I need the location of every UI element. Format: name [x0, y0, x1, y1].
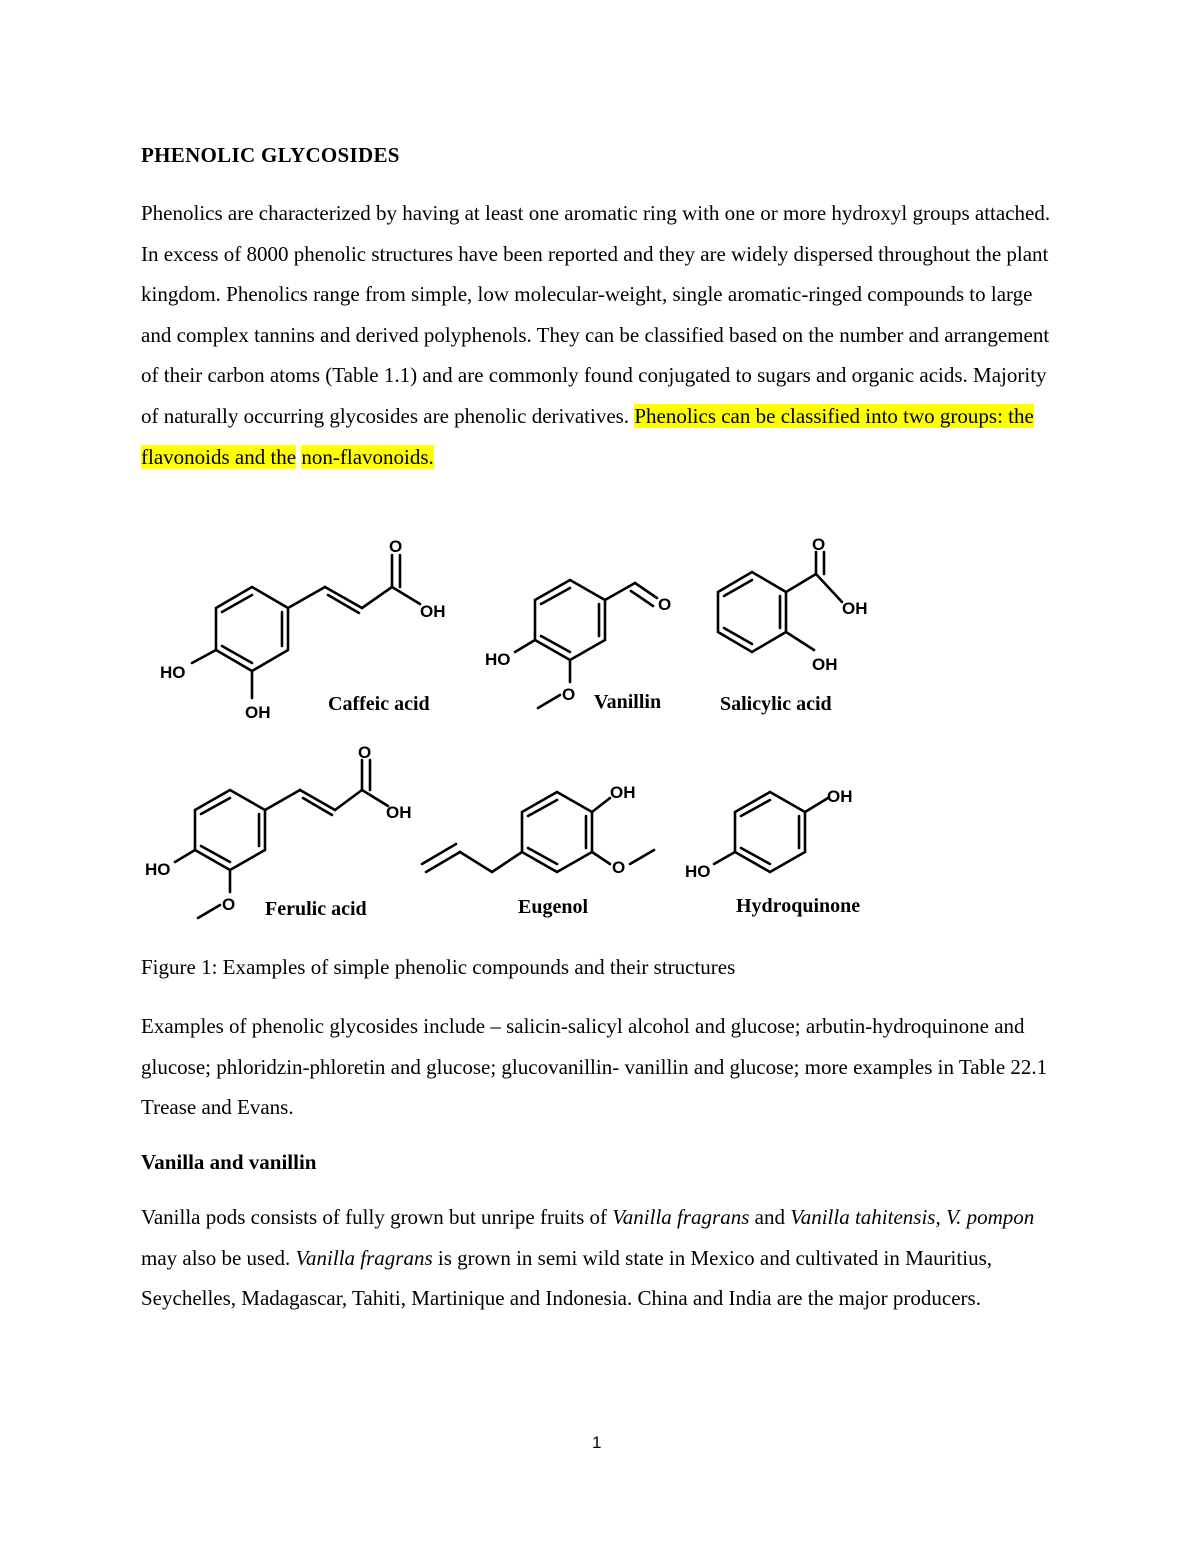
- highlighted-text: Phenolics can be classified into two groups: the flavonoids and the: [141, 403, 1034, 469]
- ferulic-acid-structure: [145, 743, 412, 920]
- vanilla-text-1: Vanilla pods consists of fully grown but unripe fruits of: [141, 1205, 613, 1229]
- vanillin-ho-label: HO: [485, 650, 511, 669]
- ferulic-acid-name: Ferulic acid: [265, 898, 367, 920]
- figure-caption: Figure 1: Examples of simple phenolic compounds and their structures: [141, 955, 736, 979]
- species-name-4: Vanilla fragrans: [295, 1245, 433, 1270]
- eugenol-structure: [422, 783, 654, 918]
- vanillin-o-label: O: [658, 595, 672, 614]
- vanillin-name: Vanillin: [594, 691, 662, 713]
- caffeic-acid-name: Caffeic acid: [328, 693, 430, 715]
- vanillin-o2-label: O: [562, 685, 576, 704]
- ferulic-o2-label: O: [222, 895, 236, 914]
- species-name-3: V. pompon: [945, 1205, 1035, 1229]
- hydroquinone-oh-label: OH: [827, 787, 853, 806]
- salicylic-acid-name: Salicylic acid: [720, 693, 832, 715]
- eugenol-o-label: O: [612, 858, 626, 877]
- examples-paragraph: Examples of phenolic glycosides include – salicin-salicyl alcohol and glucose; arbutin-hydroquinone and glucose; phloridzin-phloretin and glucose; glucovanillin- vanillin and glucose; more examples in Table 22.1 Trease and Evans.: [141, 1014, 1048, 1120]
- vanillin-structure: [485, 580, 671, 713]
- section-heading: Vanilla and vanillin: [141, 1150, 317, 1174]
- salicylic-o-label: O: [812, 535, 826, 554]
- caffeic-oh2-label: OH: [245, 703, 271, 722]
- vanilla-paragraph: [141, 1197, 1061, 1319]
- ferulic-o-label: O: [358, 743, 372, 762]
- vanilla-text-4: may also be used.: [141, 1245, 296, 1270]
- hydroquinone-structure: [685, 787, 860, 917]
- vanilla-text-5: is grown in semi wild state in Mexico and cultivated in Mauritius, Seychelles, Madagascar, Tahiti, Martinique and Indonesia. China and India are the major producers.: [141, 1245, 992, 1311]
- vanilla-text-3: ,: [935, 1205, 946, 1229]
- hydroquinone-name: Hydroquinone: [736, 895, 861, 917]
- salicylic-oh-label: OH: [842, 599, 868, 618]
- species-name-2: Vanilla tahitensis: [790, 1205, 936, 1229]
- caffeic-o-label: O: [389, 537, 403, 556]
- eugenol-name: Eugenol: [518, 896, 589, 918]
- eugenol-oh-label: OH: [610, 783, 636, 802]
- intro-paragraph: [141, 193, 1061, 477]
- ferulic-ho-label: HO: [145, 860, 171, 879]
- caffeic-oh-label: OH: [420, 602, 446, 621]
- caffeic-acid-structure: [160, 537, 446, 722]
- phenolic-structures-figure: [130, 530, 910, 930]
- hydroquinone-ho-label: HO: [685, 862, 711, 881]
- salicylic-oh2-label: OH: [812, 655, 838, 674]
- species-name: Vanilla fragrans: [612, 1205, 750, 1229]
- caffeic-ho-label: HO: [160, 663, 186, 682]
- salicylic-acid-structure: [718, 535, 868, 715]
- vanilla-text-2: and: [749, 1205, 791, 1229]
- highlighted-text-2: non-flavonoids.: [301, 444, 434, 469]
- intro-text: Phenolics are characterized by having at least one aromatic ring with one or more hydroxyl groups attached. In excess of 8000 phenolic structures have been reported and they are widely dispersed throughout the plant kingdom. Phenolics range from simple, low molecular-weight, single aromatic-ringed compounds to large and complex tannins and derived polyphenols. They can be classified based on the number and arrangement of their carbon atoms (Table 1.1) and are commonly found conjugated to sugars and organic acids. Majority of naturally occurring glycosides are phenolic derivatives.: [141, 201, 1051, 428]
- page-title: PHENOLIC GLYCOSIDES: [141, 143, 400, 167]
- ferulic-oh-label: OH: [386, 803, 412, 822]
- page-number: 1: [592, 1433, 602, 1452]
